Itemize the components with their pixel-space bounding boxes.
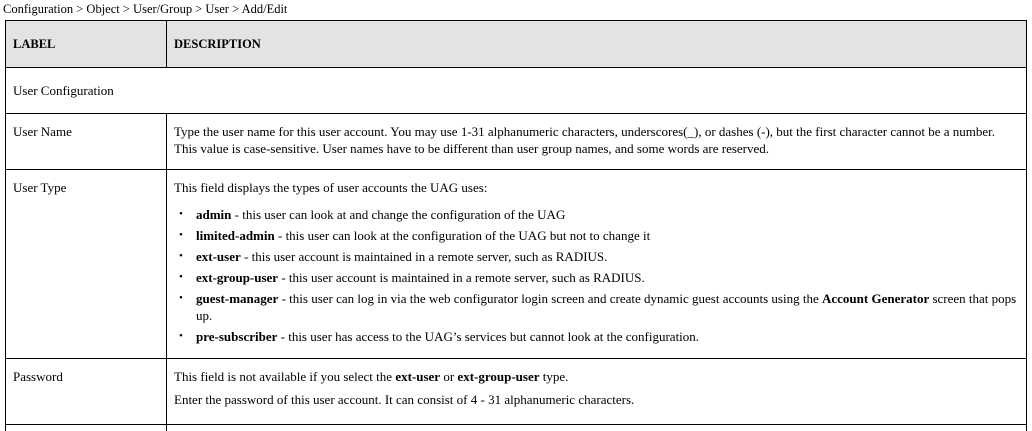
table-row-section bbox=[6, 68, 1027, 114]
user-type-intro: This field displays the types of user accounts the UAG uses: bbox=[174, 180, 488, 195]
list-item-limited-admin: • limited-admin - this user can look at the configuration of the UAG but not to change it bbox=[179, 227, 1019, 244]
table-row-password bbox=[6, 359, 1027, 425]
breadcrumb: Configuration > Object > User/Group > User > Add/Edit bbox=[3, 2, 288, 16]
field-description-password bbox=[167, 359, 1027, 425]
field-description-user-type bbox=[167, 170, 1027, 359]
user-name-description: Type the user name for this user account. You may use 1-31 alphanumeric characters, underscores(_), or dashes (-), but the first character cannot be a number. This value is case-sensitive. User names have to be different than user group names, and some words are reserved. bbox=[174, 124, 996, 156]
column-header-label: LABEL bbox=[6, 21, 167, 68]
partial-label-cell bbox=[6, 425, 167, 431]
list-item-guest-manager: • guest-manager - this user can log in via the web configurator login screen and create dynamic guest accounts using the Account Generator screen that pops up. bbox=[179, 290, 1019, 324]
field-description-user-name bbox=[167, 114, 1027, 170]
table-row-partial bbox=[6, 425, 1027, 431]
list-item-ext-user: • ext-user - this user account is maintained in a remote server, such as RADIUS. bbox=[179, 248, 1019, 265]
field-label-password: Password bbox=[6, 359, 167, 425]
table-header-row bbox=[6, 21, 1027, 68]
partial-description-cell bbox=[167, 425, 1027, 431]
section-title: User Configuration bbox=[6, 68, 1027, 114]
password-instructions: Enter the password of this user account. It can consist of 4 - 31 alphanumeric characters. bbox=[174, 392, 635, 407]
list-item-admin: • admin - this user can look at and change the configuration of the UAG bbox=[179, 206, 1019, 223]
list-item-ext-group-user: • ext-group-user - this user account is maintained in a remote server, such as RADIUS. bbox=[179, 269, 1019, 286]
config-table bbox=[5, 20, 1027, 431]
manual-page bbox=[0, 2, 1032, 431]
password-availability-note: This field is not available if you select the ext-user or ext-group-user type. bbox=[174, 369, 569, 384]
table-row-user-name bbox=[6, 114, 1027, 170]
field-label-user-type: User Type bbox=[6, 170, 167, 359]
list-item-pre-subscriber: • pre-subscriber - this user has access to the UAG’s services but cannot look at the configuration. bbox=[179, 328, 1019, 345]
column-header-description: DESCRIPTION bbox=[167, 21, 1027, 68]
field-label-user-name: User Name bbox=[6, 114, 167, 170]
table-row-user-type bbox=[6, 170, 1027, 359]
user-type-list bbox=[174, 206, 1019, 345]
